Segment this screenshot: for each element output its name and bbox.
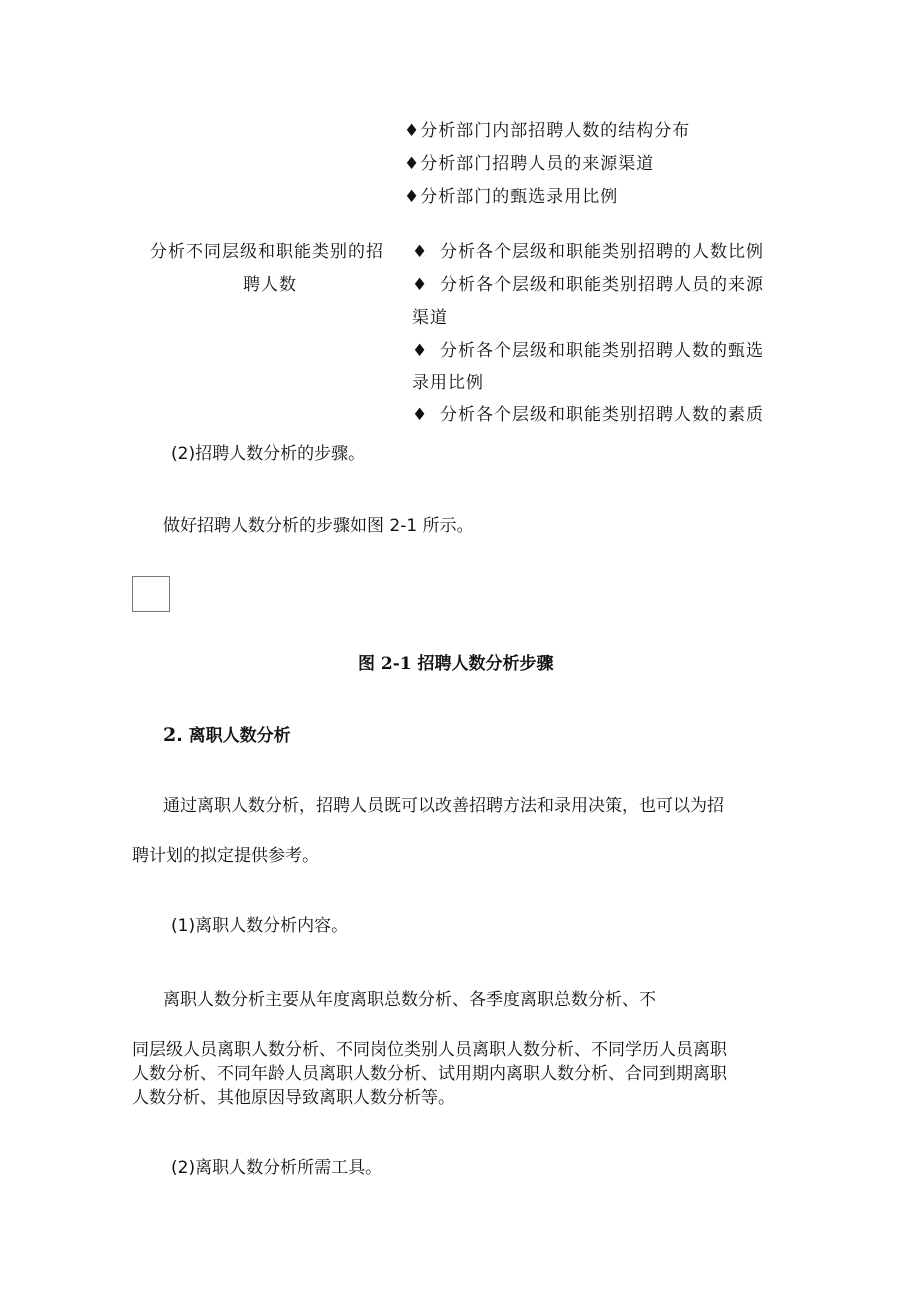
- figure-image-placeholder: [132, 576, 170, 612]
- sub1-paragraph-line3: 人数分析、不同年龄人员离职人数分析、试用期内离职人数分析、合同到期离职: [132, 1064, 727, 1084]
- section2-intro-line1: 通过离职人数分析，招聘人员既可以改善招聘方法和录用决策，也可以为招: [163, 796, 724, 816]
- table-row2-label-line2: 聘人数: [243, 275, 297, 295]
- table-row2-item-4-text: 分析各个层级和职能类别招聘人数的素质: [440, 405, 764, 425]
- sub1-paragraph-line4: 人数分析、其他原因导致离职人数分析等。: [132, 1088, 455, 1108]
- table-row2-item-3-text-cont: 录用比例: [412, 373, 484, 393]
- table-row1-item-1: ♦分析部门内部招聘人数的结构分布: [404, 121, 691, 141]
- table-row2-item-3-bullet: ♦: [412, 341, 429, 361]
- section2-title: . 离职人数分析: [176, 726, 291, 746]
- table-row2-item-3-text: 分析各个层级和职能类别招聘人数的甄选: [440, 341, 764, 361]
- table-row2-label-line1: 分析不同层级和职能类别的招: [150, 242, 384, 262]
- sub1-paragraph-line1: 离职人数分析主要从年度离职总数分析、各季度离职总数分析、不: [163, 990, 656, 1010]
- section2-heading: [163, 719, 291, 752]
- step2-text: 做好招聘人数分析的步骤如图 2-1 所示。: [163, 516, 474, 536]
- table-row2-item-2-bullet: ♦: [412, 275, 429, 295]
- sub2-heading: (2)离职人数分析所需工具。: [171, 1158, 383, 1178]
- sub1-heading: (1)离职人数分析内容。: [171, 916, 349, 936]
- section2-number: 2: [163, 724, 177, 746]
- table-row1-item-3: ♦分析部门的甄选录用比例: [404, 187, 619, 207]
- table-row2-item-1-text: 分析各个层级和职能类别招聘的人数比例: [440, 242, 764, 262]
- table-row2-item-2-text: 分析各个层级和职能类别招聘人员的来源: [440, 275, 764, 295]
- section2-intro-line2: 聘计划的拟定提供参考。: [132, 846, 319, 866]
- table-row1-item-2: ♦分析部门招聘人员的来源渠道: [404, 154, 655, 174]
- table-row2-item-2-text-cont: 渠道: [412, 308, 448, 328]
- figure-caption: 图 2-1 招聘人数分析步骤: [358, 654, 554, 674]
- sub1-paragraph-line2: 同层级人员离职人数分析、不同岗位类别人员离职人数分析、不同学历人员离职: [132, 1040, 727, 1060]
- table-row2-item-1-bullet: ♦: [412, 242, 429, 262]
- step2-heading: (2)招聘人数分析的步骤。: [171, 444, 366, 464]
- table-row2-item-4-bullet: ♦: [412, 405, 429, 425]
